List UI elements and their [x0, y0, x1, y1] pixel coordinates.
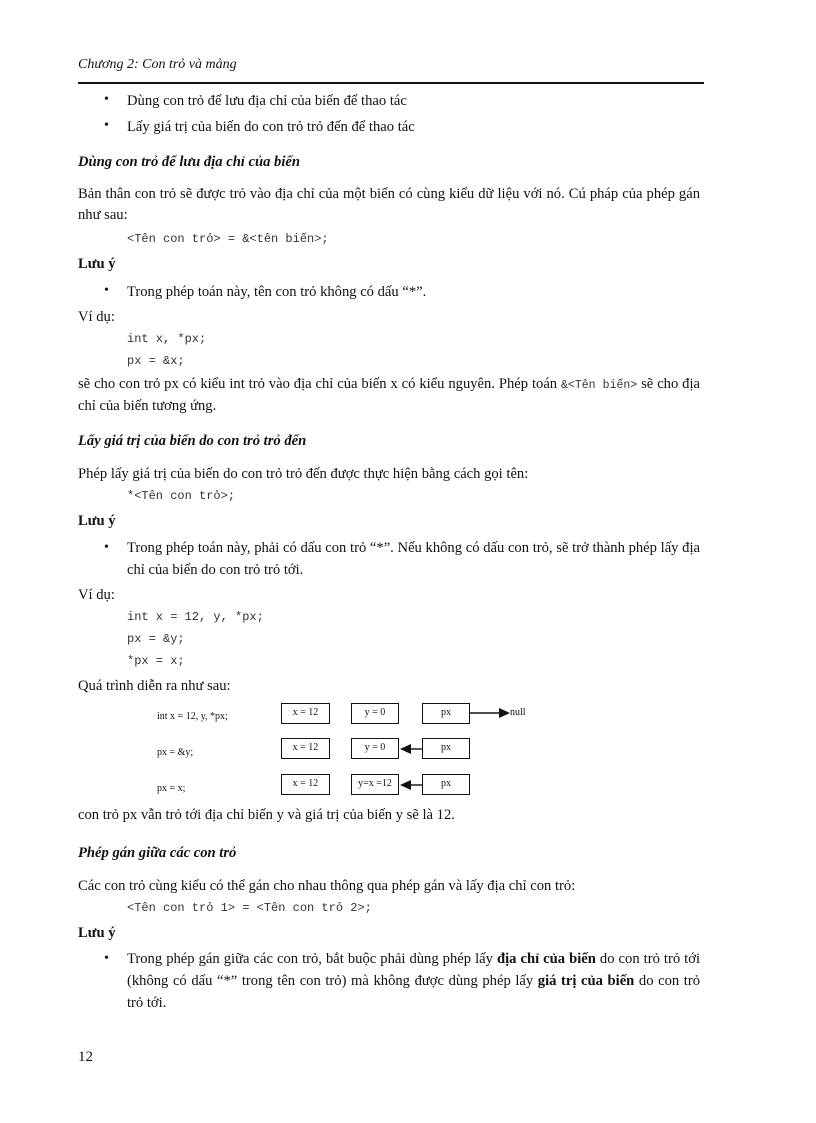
bullet-icon: • [104, 118, 109, 133]
example-label: Ví dụ: [78, 587, 115, 603]
bullet-icon: • [104, 951, 109, 966]
note-bullet [127, 948, 700, 1014]
diagram-conclusion: con trỏ px vẫn trỏ tới địa chỉ biến y và giá trị của biến y sẽ là 12. [78, 807, 455, 823]
note-label: Lưu ý [78, 513, 116, 529]
syntax-line: <Tên con trỏ> = &<tên biến>; [127, 232, 329, 246]
note-text: do con trỏ trỏ tới (không có dấu “*” trong tên con trỏ) mà không được dùng phép lấy [127, 951, 701, 989]
code-line: px = &y; [127, 632, 185, 646]
note-bullet: Trong phép toán này, tên con trỏ không có dấu “*”. [127, 284, 427, 300]
process-label: Quá trình diễn ra như sau: [78, 678, 231, 694]
code-line: int x, *px; [127, 332, 207, 346]
bullet-icon: • [104, 92, 109, 107]
bullet-icon: • [104, 283, 109, 298]
px-box: px [422, 774, 470, 795]
y-box: y = 0 [351, 738, 399, 759]
syntax-line: <Tên con trỏ 1> = <Tên con trỏ 2>; [127, 901, 372, 915]
chapter-header: Chương 2: Con trỏ và mảng [78, 57, 237, 72]
inline-code: &<Tên biến> [561, 379, 638, 392]
note-bullet: Trong phép toán này, phải có dấu con trỏ “*”. Nếu không có dấu con trỏ, sẽ trở thành phép lấy địa chỉ của biến do con trỏ trỏ tới. [127, 540, 700, 578]
diagram-statement: px = x; [157, 783, 186, 794]
arrow-to-y-icon [400, 744, 422, 754]
note-label: Lưu ý [78, 256, 116, 272]
section-paragraph: Bản thân con trỏ sẽ được trỏ vào địa chỉ của một biến có cùng kiểu dữ liệu với nó. Cú pháp của phép gán như sau: [78, 186, 700, 223]
example-label: Ví dụ: [78, 309, 115, 325]
note-label: Lưu ý [78, 925, 116, 941]
code-line: px = &x; [127, 354, 185, 368]
bullet-icon: • [104, 540, 109, 555]
diagram-statement: px = &y; [157, 747, 194, 758]
explanation-text: sẽ cho con trỏ px có kiểu int trỏ vào địa chỉ của biến x có kiểu nguyên. Phép toán [78, 376, 562, 392]
section-paragraph: Các con trỏ cùng kiểu có thể gán cho nhau thông qua phép gán và lấy địa chỉ con trỏ: [78, 878, 576, 894]
code-line: int x = 12, y, *px; [127, 610, 264, 624]
diagram-statement: int x = 12, y, *px; [157, 711, 228, 722]
y-box: y=x =12 [351, 774, 399, 795]
null-label: null [510, 707, 526, 718]
arrow-to-null-icon [470, 708, 510, 718]
intro-bullet-1: Dùng con trỏ để lưu địa chỉ của biến để thao tác [127, 93, 407, 109]
note-text: Trong phép gán giữa các con trỏ, bắt buộc phải dùng phép lấy [127, 951, 497, 967]
x-box: x = 12 [281, 738, 330, 759]
y-box: y = 0 [351, 703, 399, 724]
note-bold: địa chỉ của biến [496, 951, 596, 967]
section-paragraph: Phép lấy giá trị của biến do con trỏ trỏ đến được thực hiện bằng cách gọi tên: [78, 466, 529, 482]
px-box: px [422, 703, 470, 724]
x-box: x = 12 [281, 703, 330, 724]
x-box: x = 12 [281, 774, 330, 795]
explanation-text: sẽ cho địa chỉ của biến tương ứng. [78, 376, 700, 414]
px-box: px [422, 738, 470, 759]
note-text: do con trỏ trỏ tới. [127, 973, 700, 1011]
section-heading: Lấy giá trị của biến do con trỏ trỏ đến [78, 433, 307, 449]
section-heading: Dùng con trỏ để lưu địa chỉ của biến [78, 154, 300, 170]
syntax-line: *<Tên con trỏ>; [127, 489, 236, 503]
note-bold: giá trị của biến [537, 973, 635, 989]
code-line: *px = x; [127, 654, 185, 668]
arrow-to-y-icon [400, 780, 422, 790]
page-number: 12 [78, 1049, 93, 1065]
intro-bullet-2: Lấy giá trị của biến do con trỏ trỏ đến để thao tác [127, 119, 415, 135]
section-heading: Phép gán giữa các con trỏ [78, 845, 237, 861]
